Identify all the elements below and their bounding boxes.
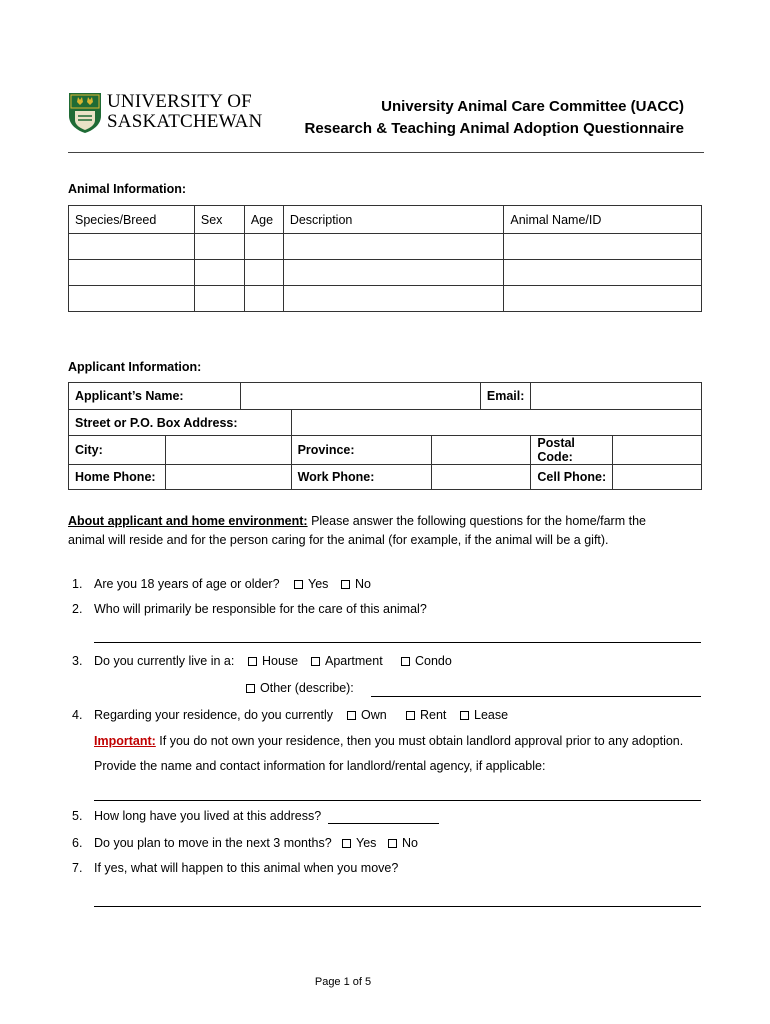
q6-yes-label: Yes: [356, 836, 377, 850]
q3-number: 3.: [72, 654, 83, 668]
work-phone-label: Work Phone:: [291, 465, 432, 490]
q6-number: 6.: [72, 836, 83, 850]
q1-text: Are you 18 years of age or older?: [94, 577, 280, 591]
q1-yes-option[interactable]: [294, 577, 328, 591]
important-text: If you do not own your residence, then you must obtain landlord approval prior to any adoption.: [155, 734, 684, 748]
col-age: Age: [244, 206, 283, 234]
table-cell[interactable]: [69, 286, 195, 312]
university-shield-logo: [68, 92, 102, 134]
postal-code-label: Postal Code:: [531, 436, 613, 465]
q3-house-label: House: [262, 654, 299, 668]
cell-phone-field[interactable]: [613, 465, 702, 490]
table-cell[interactable]: [504, 286, 702, 312]
home-phone-label: Home Phone:: [69, 465, 166, 490]
q4-text: Regarding your residence, do you currently: [94, 708, 334, 722]
q3-other-label: Other (describe):: [260, 681, 354, 695]
table-cell[interactable]: [194, 260, 244, 286]
q3-house-option[interactable]: [248, 654, 298, 668]
table-cell[interactable]: [69, 234, 195, 260]
wordmark-line2: SASKATCHEWAN: [107, 111, 263, 132]
title-line2: Research & Teaching Animal Adoption Questionnaire: [304, 120, 684, 137]
wordmark-line1: UNIVERSITY OF: [107, 91, 252, 112]
applicant-name-field[interactable]: [240, 383, 480, 410]
applicant-info-heading: Applicant Information:: [68, 360, 202, 374]
about-intro-line1: Please answer the following questions for the home/farm the: [307, 514, 646, 528]
checkbox-icon[interactable]: [341, 580, 350, 589]
q3-condo-option[interactable]: [401, 654, 452, 668]
q4-lease-option[interactable]: [460, 708, 508, 722]
col-description: Description: [283, 206, 504, 234]
table-row[interactable]: [69, 260, 702, 286]
q5-answer-line[interactable]: [328, 823, 439, 824]
q1-no-label: No: [355, 577, 371, 591]
email-field[interactable]: [531, 383, 702, 410]
q2-text: Who will primarily be responsible for the care of this animal?: [94, 602, 427, 616]
q3-other-option[interactable]: [246, 681, 354, 695]
email-label: Email:: [480, 383, 531, 410]
checkbox-icon[interactable]: [401, 657, 410, 666]
q1-yes-label: Yes: [308, 577, 329, 591]
q5-number: 5.: [72, 809, 83, 823]
work-phone-field[interactable]: [432, 465, 531, 490]
cell-phone-label: Cell Phone:: [531, 465, 613, 490]
q4-own-label: Own: [361, 708, 387, 722]
table-cell[interactable]: [504, 234, 702, 260]
animal-info-table: [68, 205, 702, 312]
province-label: Province:: [291, 436, 432, 465]
q4-number: 4.: [72, 708, 83, 722]
checkbox-icon[interactable]: [246, 684, 255, 693]
checkbox-icon[interactable]: [406, 711, 415, 720]
address-field[interactable]: [291, 410, 701, 436]
q4-provide-text: Provide the name and contact information for landlord/rental agency, if applicable:: [94, 759, 546, 773]
q4-answer-line[interactable]: [94, 800, 701, 801]
table-cell[interactable]: [283, 260, 504, 286]
checkbox-icon[interactable]: [460, 711, 469, 720]
important-label: Important:: [94, 734, 156, 748]
q7-answer-line[interactable]: [94, 906, 701, 907]
province-field[interactable]: [432, 436, 531, 465]
table-cell[interactable]: [504, 260, 702, 286]
checkbox-icon[interactable]: [248, 657, 257, 666]
checkbox-icon[interactable]: [342, 839, 351, 848]
q3-text: Do you currently live in a:: [94, 654, 235, 668]
q6-text: Do you plan to move in the next 3 months?: [94, 836, 332, 850]
col-sex: Sex: [194, 206, 244, 234]
city-label: City:: [69, 436, 166, 465]
about-heading: About applicant and home environment:: [68, 514, 308, 528]
title-line1: University Animal Care Committee (UACC): [381, 98, 684, 115]
q3-other-line[interactable]: [371, 696, 701, 697]
home-phone-field[interactable]: [166, 465, 291, 490]
q7-text: If yes, what will happen to this animal when you move?: [94, 861, 399, 875]
table-cell[interactable]: [283, 234, 504, 260]
address-label: Street or P.O. Box Address:: [69, 410, 292, 436]
q3-apartment-label: Apartment: [325, 654, 383, 668]
q3-condo-label: Condo: [415, 654, 452, 668]
q4-lease-label: Lease: [474, 708, 509, 722]
q6-yes-option[interactable]: [342, 836, 376, 850]
q1-number: 1.: [72, 577, 83, 591]
q6-no-label: No: [402, 836, 418, 850]
applicant-info-table: [68, 382, 702, 490]
q4-rent-label: Rent: [420, 708, 447, 722]
checkbox-icon[interactable]: [311, 657, 320, 666]
table-row[interactable]: [69, 234, 702, 260]
q4-rent-option[interactable]: [406, 708, 446, 722]
table-header-row: [69, 206, 702, 234]
table-cell[interactable]: [244, 286, 283, 312]
table-cell[interactable]: [283, 286, 504, 312]
table-cell[interactable]: [69, 260, 195, 286]
q1-no-option[interactable]: [341, 577, 371, 591]
col-species-breed: Species/Breed: [69, 206, 195, 234]
postal-code-field[interactable]: [613, 436, 702, 465]
checkbox-icon[interactable]: [388, 839, 397, 848]
header-divider: [68, 152, 704, 153]
about-intro: [68, 514, 646, 528]
q4-own-option[interactable]: [347, 708, 387, 722]
q2-answer-line[interactable]: [94, 642, 701, 643]
city-field[interactable]: [166, 436, 291, 465]
checkbox-icon[interactable]: [347, 711, 356, 720]
q2-number: 2.: [72, 602, 83, 616]
table-cell[interactable]: [194, 286, 244, 312]
applicant-name-label: Applicant’s Name:: [69, 383, 241, 410]
col-animal-name-id: Animal Name/ID: [504, 206, 702, 234]
q5-text: How long have you lived at this address?: [94, 809, 322, 823]
q3-apartment-option[interactable]: [311, 654, 383, 668]
animal-info-heading: Animal Information:: [68, 182, 187, 196]
checkbox-icon[interactable]: [294, 580, 303, 589]
university-wordmark: [107, 92, 262, 132]
page-number: Page 1 of 5: [314, 976, 372, 988]
table-cell[interactable]: [194, 234, 244, 260]
q7-number: 7.: [72, 861, 83, 875]
table-row[interactable]: [69, 286, 702, 312]
q4-important-note: [94, 734, 683, 748]
q6-no-option[interactable]: [388, 836, 418, 850]
table-cell[interactable]: [244, 234, 283, 260]
table-cell[interactable]: [244, 260, 283, 286]
about-intro-line2: animal will reside and for the person caring for the animal (for example, if the animal will be a gift).: [68, 533, 609, 547]
